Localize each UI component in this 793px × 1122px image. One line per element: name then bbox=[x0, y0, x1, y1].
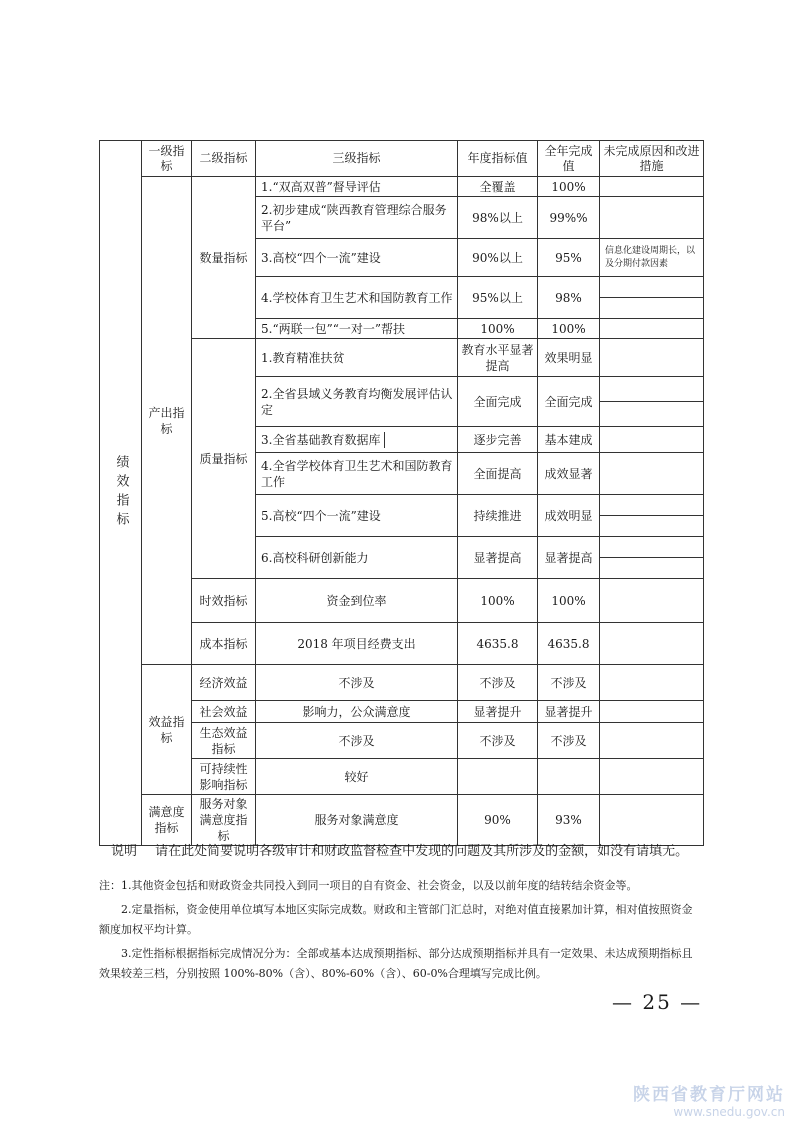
note-item: 3.定性指标根据指标完成情况分为：全部或基本达成预期指标、部分达成预期指标并具有一定效果、未达成预期指标且效果较差三档，分别按照 100%-80%（含）、80%-60%（含）、60-0%合理填写完成比例。 bbox=[99, 947, 693, 980]
quantity-item-name: 2.初步建成“陕西教育管理综合服务平台” bbox=[256, 197, 458, 239]
benefit-item-name: 较好 bbox=[256, 759, 458, 795]
watermark-name: 陕西省教育厅网站 bbox=[633, 1085, 785, 1105]
cost-item-name: 2018 年项目经费支出 bbox=[256, 623, 458, 665]
timeliness-item-name: 资金到位率 bbox=[256, 579, 458, 623]
quality-item-done: 基本建成 bbox=[538, 427, 600, 453]
quality-item-done: 效果明显 bbox=[538, 339, 600, 377]
reason-cell bbox=[600, 377, 704, 427]
header-annual-done: 全年完成值 bbox=[538, 141, 600, 177]
quality-item-name: 1.教育精准扶贫 bbox=[256, 339, 458, 377]
benefit-item-name: 影响力，公众满意度 bbox=[256, 701, 458, 723]
quantity-item-done: 95% bbox=[538, 239, 600, 277]
satisfaction-item-name: 服务对象满意度 bbox=[256, 795, 458, 846]
quality-item-name: 4.全省学校体育卫生艺术和国防教育工作 bbox=[256, 453, 458, 495]
reason-cell bbox=[600, 495, 704, 537]
explanation-text: 请在此处简要说明各级审计和财政监督检查中发现的问题及其所涉及的金额，如没有请填无。 bbox=[155, 844, 689, 859]
reason-cell bbox=[600, 277, 704, 319]
quantity-item-target: 100% bbox=[458, 319, 538, 339]
quality-item-target: 逐步完善 bbox=[458, 427, 538, 453]
cost-item-done: 4635.8 bbox=[538, 623, 600, 665]
quality-item-target: 教育水平显著提高 bbox=[458, 339, 538, 377]
benefit-item-target: 不涉及 bbox=[458, 665, 538, 701]
benefit-item-done: 不涉及 bbox=[538, 723, 600, 759]
benefit-item-done: 显著提升 bbox=[538, 701, 600, 723]
benefit-item-target: 显著提升 bbox=[458, 701, 538, 723]
notes bbox=[99, 876, 703, 988]
explanation-row bbox=[99, 840, 703, 859]
quality-item-name bbox=[256, 427, 458, 453]
quantity-item-done: 100% bbox=[538, 177, 600, 197]
satisfaction-sub-label: 服务对象满意度指标 bbox=[192, 795, 256, 846]
reason-cell bbox=[600, 759, 704, 795]
reason-cell bbox=[600, 197, 704, 239]
quantity-item-target: 90%以上 bbox=[458, 239, 538, 277]
benefit-sub-label: 生态效益指标 bbox=[192, 723, 256, 759]
quantity-indicator-label: 数量指标 bbox=[192, 177, 256, 339]
timeliness-indicator-label: 时效指标 bbox=[192, 579, 256, 623]
header-level1: 一级指标 bbox=[142, 141, 192, 177]
reason-cell bbox=[600, 319, 704, 339]
page-number: — 25 — bbox=[612, 990, 703, 1014]
quality-item-name: 2.全省县域义务教育均衡发展评估认定 bbox=[256, 377, 458, 427]
reason-cell bbox=[600, 723, 704, 759]
satisfaction-indicator-label: 满意度指标 bbox=[142, 795, 192, 846]
quantity-item-name: 1.“双高双普”督导评估 bbox=[256, 177, 458, 197]
reason-cell: 信息化建设周期长，以及分期付款因素 bbox=[600, 239, 704, 277]
header-annual-target: 年度指标值 bbox=[458, 141, 538, 177]
note-item: 注：1.其他资金包括和财政资金共同投入到同一项目的自有资金、社会资金，以及以前年度的结转结余资金等。 bbox=[99, 879, 638, 892]
quantity-item-name: 3.高校“四个一流”建设 bbox=[256, 239, 458, 277]
quantity-item-name: 4.学校体育卫生艺术和国防教育工作 bbox=[256, 277, 458, 319]
benefit-sub-label: 可持续性影响指标 bbox=[192, 759, 256, 795]
reason-cell bbox=[600, 579, 704, 623]
benefit-item-name: 不涉及 bbox=[256, 723, 458, 759]
timeliness-item-done: 100% bbox=[538, 579, 600, 623]
quality-indicator-label: 质量指标 bbox=[192, 339, 256, 579]
reason-cell bbox=[600, 339, 704, 377]
quality-item-done: 显著提高 bbox=[538, 537, 600, 579]
reason-cell bbox=[600, 665, 704, 701]
header-level3: 三级指标 bbox=[256, 141, 458, 177]
benefit-sub-label: 经济效益 bbox=[192, 665, 256, 701]
quantity-item-target: 全覆盖 bbox=[458, 177, 538, 197]
explanation-label: 说明 bbox=[111, 844, 138, 859]
reason-cell bbox=[600, 427, 704, 453]
benefit-item-done bbox=[538, 759, 600, 795]
quantity-item-target: 95%以上 bbox=[458, 277, 538, 319]
benefit-item-name: 不涉及 bbox=[256, 665, 458, 701]
quality-item-done: 成效显著 bbox=[538, 453, 600, 495]
quality-item-name-text: 3.全省基础教育数据库 bbox=[261, 432, 385, 448]
output-indicator-label: 产出指标 bbox=[142, 177, 192, 665]
quality-item-target: 显著提高 bbox=[458, 537, 538, 579]
watermark-url: www.snedu.gov.cn bbox=[673, 1105, 785, 1119]
performance-indicator-label: 绩效指标 bbox=[100, 141, 142, 846]
quality-item-target: 持续推进 bbox=[458, 495, 538, 537]
satisfaction-item-done: 93% bbox=[538, 795, 600, 846]
reason-cell bbox=[600, 453, 704, 495]
quality-item-done: 全面完成 bbox=[538, 377, 600, 427]
reason-cell bbox=[600, 623, 704, 665]
quantity-item-name: 5.“两联一包”“一对一”帮扶 bbox=[256, 319, 458, 339]
reason-cell bbox=[600, 795, 704, 846]
header-reason: 未完成原因和改进措施 bbox=[600, 141, 704, 177]
quality-item-done: 成效明显 bbox=[538, 495, 600, 537]
header-level2: 二级指标 bbox=[192, 141, 256, 177]
cost-indicator-label: 成本指标 bbox=[192, 623, 256, 665]
note-item: 2.定量指标，资金使用单位填写本地区实际完成数。财政和主管部门汇总时，对绝对值直接累加计算，相对值按照资金额度加权平均计算。 bbox=[99, 903, 693, 936]
benefit-item-target: 不涉及 bbox=[458, 723, 538, 759]
quantity-item-done: 99%% bbox=[538, 197, 600, 239]
quality-item-name: 5.高校“四个一流”建设 bbox=[256, 495, 458, 537]
benefit-item-done: 不涉及 bbox=[538, 665, 600, 701]
benefit-sub-label: 社会效益 bbox=[192, 701, 256, 723]
reason-cell bbox=[600, 177, 704, 197]
quantity-item-done: 100% bbox=[538, 319, 600, 339]
quantity-item-target: 98%以上 bbox=[458, 197, 538, 239]
reason-cell bbox=[600, 537, 704, 579]
watermark bbox=[633, 1080, 785, 1119]
timeliness-item-target: 100% bbox=[458, 579, 538, 623]
satisfaction-item-target: 90% bbox=[458, 795, 538, 846]
quality-item-name: 6.高校科研创新能力 bbox=[256, 537, 458, 579]
benefit-item-target bbox=[458, 759, 538, 795]
performance-indicator-table bbox=[99, 140, 704, 846]
quality-item-target: 全面提高 bbox=[458, 453, 538, 495]
quantity-item-done: 98% bbox=[538, 277, 600, 319]
benefit-indicator-label: 效益指标 bbox=[142, 665, 192, 795]
reason-cell bbox=[600, 701, 704, 723]
quality-item-target: 全面完成 bbox=[458, 377, 538, 427]
cost-item-target: 4635.8 bbox=[458, 623, 538, 665]
